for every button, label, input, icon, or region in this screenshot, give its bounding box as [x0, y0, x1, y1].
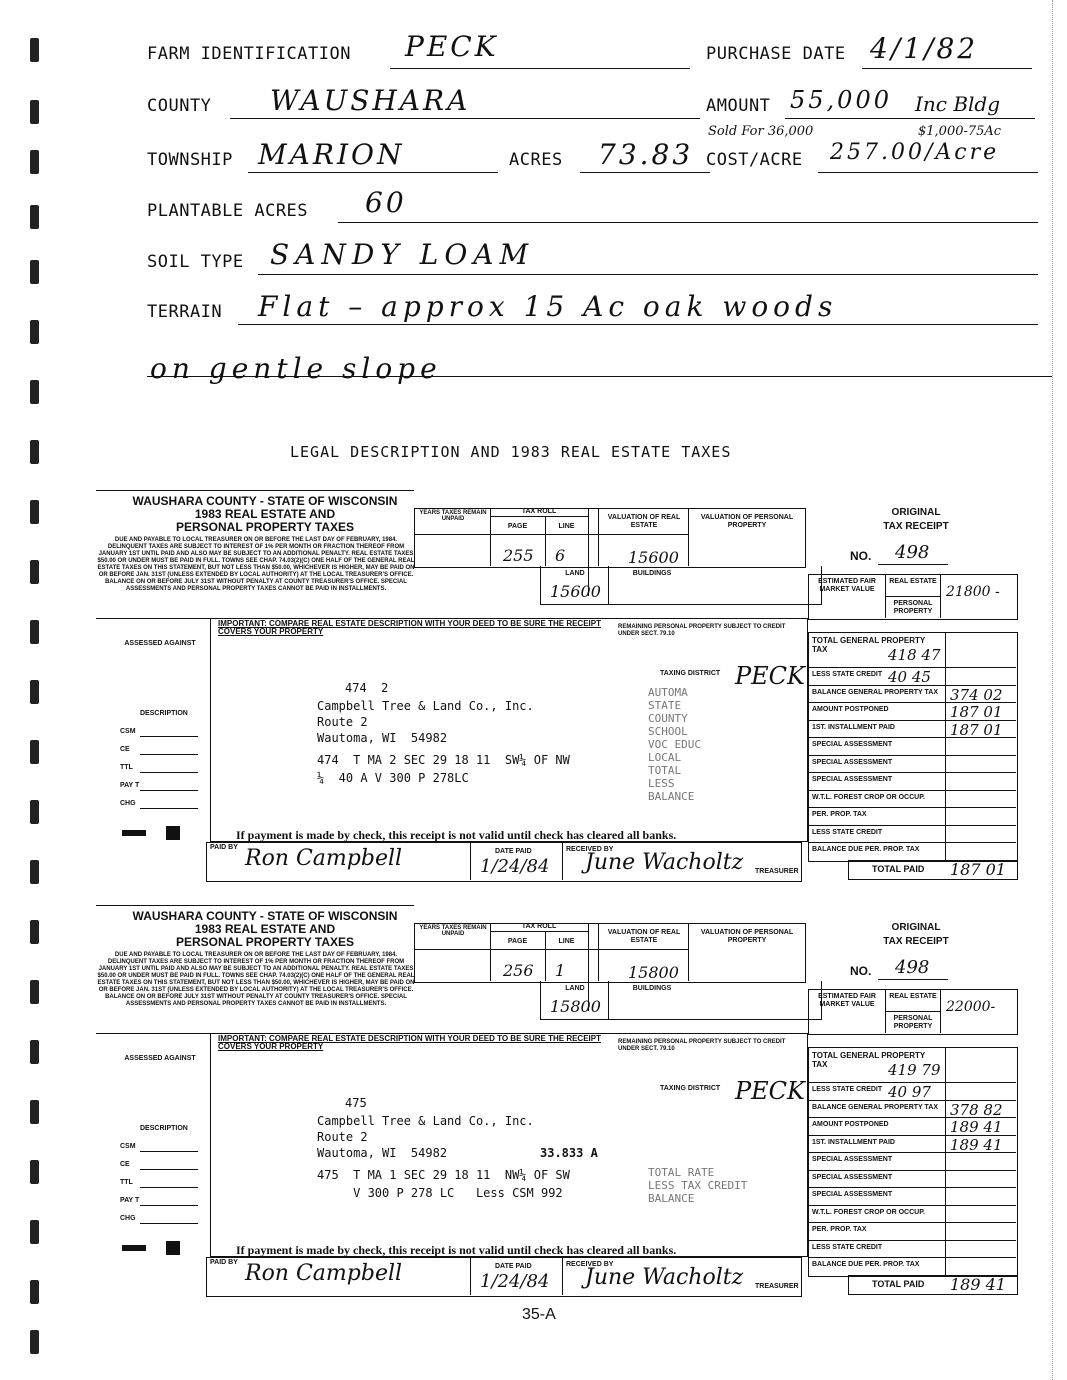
line-header: LINE	[558, 523, 575, 530]
date-paid-label: DATE PAID	[495, 848, 532, 855]
faint-tax-line: SCHOOL	[648, 725, 688, 738]
owner-line: Campbell Tree & Land Co., Inc.	[317, 1114, 534, 1128]
important-notice: IMPORTANT: COMPARE REAL ESTATE DESCRIPTION WITH YOUR DEED TO BE SURE THE RECEIPT COVERS YOUR PROPERTY	[218, 1034, 601, 1051]
tax-row-label: W.T.L. FOREST CROP OR OCCUP.	[812, 1208, 925, 1216]
receipt-no-value: 498	[895, 542, 930, 563]
tax-row-value: 187 01	[950, 703, 1003, 721]
printer-mark-icon	[166, 826, 180, 840]
page-number: 35-A	[522, 1306, 556, 1323]
check-notice: If payment is made by check, this receipt is not valid until check has cleared all banks.	[236, 828, 677, 842]
tax-row-label: SPECIAL ASSESSMENT	[812, 1156, 893, 1163]
est-fair-market-label: ESTIMATED FAIR MARKET VALUE	[818, 993, 876, 1008]
fair-market-value: 22000-	[946, 999, 996, 1015]
paid-by-label: PAID BY	[210, 844, 238, 851]
tax-row-label: LESS STATE CREDIT	[812, 671, 883, 678]
paid-by-label: PAID BY	[210, 1259, 238, 1266]
land-header: LAND	[565, 570, 585, 577]
faint-tax-line: AUTOMA	[648, 686, 688, 699]
acreage-note: 33.833 A	[540, 1146, 598, 1160]
acres-label: ACRES	[509, 150, 563, 170]
amount-note: Inc Bldg	[915, 92, 1001, 116]
description-label: DESCRIPTION	[140, 1125, 188, 1132]
faint-tax-line: TOTAL	[648, 764, 682, 777]
tax-row-label: SPECIAL ASSESSMENT	[812, 1191, 893, 1198]
tax-row-label: SPECIAL ASSESSMENT	[812, 776, 893, 783]
side-label: CSM	[120, 1143, 136, 1150]
tax-roll-line: 1	[555, 961, 566, 980]
tax-row-label: BALANCE DUE PER. PROP. TAX	[812, 1261, 920, 1268]
owner-line: V 300 P 278 LC Less CSM 992	[317, 1186, 563, 1200]
plantable-acres-value: 60	[365, 186, 407, 219]
tax-row-label: PER. PROP. TAX	[812, 811, 867, 818]
township-value: MARION	[258, 138, 405, 171]
district-handwriting: PECK	[735, 662, 805, 690]
faint-tax-line: LESS	[648, 777, 675, 790]
faint-tax-line: TOTAL RATE	[648, 1166, 715, 1179]
faint-tax-line: VOC EDUC	[648, 738, 701, 751]
township-label: TOWNSHIP	[147, 150, 233, 170]
amount-value: 55,000	[790, 86, 892, 114]
description-label: DESCRIPTION	[140, 710, 188, 717]
sold-note: Sold For 36,000	[708, 124, 814, 139]
fine-print: DUE AND PAYABLE TO LOCAL TREASURER ON OR BEFORE THE LAST DAY OF FEBRUARY, 1984. DELINQUENT TAXES ARE SUBJECT TO INTEREST OF 1% PER MONTH OR FRACTION THEREOF FROM JANUARY 1ST UNTIL PAID AND ALSO MAY BE SUBJECT TO AN ADDITIONAL PENALTY. REAL ESTATE TAXES $50.00 OR UNDER MUST BE PAID IN FULL. TOWNS SEE CHAP. 74.03(2)(C) ONE HALF OF THE GENERAL REAL ESTATE TAXES ON THIS STATEMENT, BUT NOT LESS THAN $50.00, WHICHEVER IS HIGHER, MAY BE PAID ON OR BEFORE JAN. 31ST (UNLESS EXTENDED BY LOCAL AUTHORITY) AT THE LOCAL TREASURER'S OFFICE. BALANCE ON OR BEFORE JULY 31ST WITHOUT PENALTY AT COUNTY TREASURER'S OFFICE. SPECIAL ASSESSMENTS AND PERSONAL PROPERTY TAXES CANNOT BE PAID IN INSTALLMENTS.	[97, 952, 415, 1007]
buildings-header: BUILDINGS	[632, 570, 672, 577]
county-header: WAUSHARA COUNTY - STATE OF WISCONSIN 1983 REAL ESTATE AND PERSONAL PROPERTY TAXES	[132, 494, 398, 534]
owner-line: ¼ 40 A V 300 P 278LC	[317, 771, 469, 785]
page-header: PAGE	[507, 938, 528, 945]
tax-receipt-label: TAX RECEIPT	[883, 521, 949, 532]
tax-row-label: LESS STATE CREDIT	[812, 828, 883, 836]
original-label: ORIGINAL	[891, 922, 941, 933]
tax-roll-line: 6	[555, 546, 566, 565]
tax-row-label: AMOUNT POSTPONED	[812, 1121, 889, 1128]
real-estate-label: REAL ESTATE	[889, 993, 937, 1000]
faint-tax-line: BALANCE	[648, 1192, 695, 1205]
tax-receipt-1	[0, 490, 1067, 890]
tax-row-value: 40 45	[888, 668, 931, 686]
tax-roll-header: TAX ROLL	[521, 508, 557, 515]
side-label: CE	[120, 746, 130, 753]
buildings-header: BUILDINGS	[632, 985, 672, 992]
owner-line: 474 2	[345, 681, 389, 695]
assessed-against-label: ASSESSED AGAINST	[124, 640, 196, 647]
farm-identification-value: PECK	[405, 30, 499, 63]
land-value: 15600	[550, 582, 601, 601]
fine-print: DUE AND PAYABLE TO LOCAL TREASURER ON OR BEFORE THE LAST DAY OF FEBRUARY, 1984. DELINQUENT TAXES ARE SUBJECT TO INTEREST OF 1% PER MONTH OR FRACTION THEREOF FROM JANUARY 1ST UNTIL PAID AND ALSO MAY BE SUBJECT TO AN ADDITIONAL PENALTY. REAL ESTATE TAXES $50.00 OR UNDER MUST BE PAID IN FULL. TOWNS SEE CHAP. 74.03(2)(C) ONE HALF OF THE GENERAL REAL ESTATE TAXES ON THIS STATEMENT, BUT NOT LESS THAN $50.00, WHICHEVER IS HIGHER, MAY BE PAID ON OR BEFORE JAN. 31ST (UNLESS EXTENDED BY LOCAL AUTHORITY) AT THE LOCAL TREASURER'S OFFICE. BALANCE ON OR BEFORE JULY 31ST WITHOUT PENALTY AT COUNTY TREASURER'S OFFICE. SPECIAL ASSESSMENTS AND PERSONAL PROPERTY TAXES CANNOT BE PAID IN INSTALLMENTS.	[97, 537, 415, 592]
rule	[96, 905, 414, 906]
faint-tax-line: LOCAL	[648, 751, 682, 764]
land-header: LAND	[565, 985, 585, 992]
tax-row-label: SPECIAL ASSESSMENT	[812, 741, 893, 748]
tax-row-value: 378 82	[950, 1100, 1003, 1119]
soil-type-value: SANDY LOAM	[270, 238, 535, 271]
total-paid-value: 189 41	[950, 1274, 1006, 1294]
taxing-district-label: TAXING DISTRICT	[660, 1085, 721, 1092]
tax-row-value: 418 47	[888, 646, 941, 664]
valuation-re: 15800	[628, 963, 679, 982]
total-paid-label: TOTAL PAID	[872, 1278, 925, 1289]
tax-row-value: 40 97	[888, 1083, 931, 1101]
valuation-pp-header: VALUATION OF PERSONAL PROPERTY	[700, 514, 794, 529]
rule	[96, 490, 414, 491]
total-paid-value: 187 01	[950, 859, 1006, 879]
side-label: TTL	[120, 764, 133, 771]
owner-line: 474 T MA 2 SEC 29 18 11 SW¼ OF NW	[317, 753, 570, 767]
date-paid-value: 1/24/84	[480, 856, 550, 877]
tax-row-label: BALANCE DUE PER. PROP. TAX	[812, 846, 920, 853]
farm-identification-label: FARM IDENTIFICATION	[147, 44, 351, 64]
personal-property-label: PERSONAL PROPERTY	[893, 600, 933, 615]
valuation-re-header: VALUATION OF REAL ESTATE	[607, 514, 681, 529]
line-header: LINE	[558, 938, 575, 945]
faint-tax-line: STATE	[648, 699, 682, 712]
body-box	[210, 1033, 808, 1257]
county-value: WAUSHARA	[270, 84, 471, 117]
tax-row-label: BALANCE GENERAL PROPERTY TAX	[812, 688, 939, 696]
tax-row-label: SPECIAL ASSESSMENT	[812, 1173, 893, 1181]
paid-by-signature: Ron Campbell	[245, 846, 403, 871]
receipt-no-value: 498	[895, 957, 930, 978]
tax-row-label: PER. PROP. TAX	[812, 1226, 867, 1233]
years-unpaid-header: YEARS TAXES REMAIN UNPAID	[419, 510, 487, 522]
terrain-value-line1: Flat – approx 15 Ac oak woods	[258, 290, 838, 323]
years-unpaid-header: YEARS TAXES REMAIN UNPAID	[419, 925, 487, 937]
owner-line: Campbell Tree & Land Co., Inc.	[317, 699, 534, 713]
side-label: PAY T	[120, 1197, 140, 1204]
sold-note-2: $1,000-75Ac	[918, 124, 1002, 139]
owner-line: Route 2	[317, 1130, 368, 1144]
assessed-against-label: ASSESSED AGAINST	[124, 1055, 196, 1062]
tax-row-label: TOTAL GENERAL PROPERTY TAX	[812, 636, 926, 654]
fair-market-value: 21800 -	[946, 584, 1000, 600]
tax-row-label: LESS STATE CREDIT	[812, 1086, 883, 1093]
purchase-date-label: PURCHASE DATE	[706, 44, 846, 64]
receipt-no-label: NO.	[850, 549, 872, 563]
side-label: TTL	[120, 1179, 133, 1186]
printer-logo-icon	[122, 830, 146, 836]
land-value: 15800	[550, 997, 601, 1016]
printer-mark-icon	[166, 1241, 180, 1255]
plantable-acres-label: PLANTABLE ACRES	[147, 201, 309, 221]
faint-tax-line: COUNTY	[648, 712, 688, 725]
owner-line: Route 2	[317, 715, 368, 729]
side-label: PAY T	[120, 782, 140, 789]
cost-per-acre-label: COST/ACRE	[706, 150, 803, 170]
check-notice: If payment is made by check, this receipt is not valid until check has cleared all banks.	[236, 1243, 677, 1257]
soil-type-label: SOIL TYPE	[147, 252, 244, 272]
tax-row-label: W.T.L. FOREST CROP OR OCCUP.	[812, 793, 925, 801]
valuation-re-header: VALUATION OF REAL ESTATE	[607, 929, 681, 944]
terrain-value-line2: on gentle slope	[150, 352, 442, 385]
tax-row-label: AMOUNT POSTPONED	[812, 706, 889, 713]
owner-line: Wautoma, WI 54982	[317, 1146, 448, 1160]
total-paid-label: TOTAL PAID	[872, 863, 925, 874]
important-notice: IMPORTANT: COMPARE REAL ESTATE DESCRIPTION WITH YOUR DEED TO BE SURE THE RECEIPT COVERS YOUR PROPERTY	[218, 619, 601, 636]
tax-row-value: 189 41	[950, 1135, 1003, 1154]
received-by-signature: June Wacholtz	[585, 1265, 744, 1290]
printer-logo-icon	[122, 1245, 146, 1251]
received-by-label: RECEIVED BY	[566, 1261, 614, 1268]
personal-property-label: PERSONAL PROPERTY	[893, 1015, 933, 1030]
page-header: PAGE	[507, 523, 528, 530]
side-label: CSM	[120, 728, 136, 735]
original-label: ORIGINAL	[891, 507, 941, 518]
cost-per-acre-value: 257.00/Acre	[830, 140, 1000, 165]
receipt-no-label: NO.	[850, 964, 872, 978]
real-estate-label: REAL ESTATE	[889, 578, 937, 585]
remaining-pp-label: REMAINING PERSONAL PROPERTY SUBJECT TO CREDIT UNDER SECT. 79.10	[618, 624, 786, 637]
treasurer-label: TREASURER	[755, 868, 799, 875]
tax-row-label: 1ST. INSTALLMENT PAID	[812, 1138, 895, 1146]
remaining-pp-label: REMAINING PERSONAL PROPERTY SUBJECT TO CREDIT UNDER SECT. 79.10	[618, 1039, 786, 1052]
amount-label: AMOUNT	[706, 96, 771, 116]
tax-roll-page: 256	[503, 961, 534, 980]
tax-row-label: BALANCE GENERAL PROPERTY TAX	[812, 1103, 939, 1111]
received-by-signature: June Wacholtz	[585, 850, 744, 875]
tax-row-value: 374 02	[950, 685, 1003, 704]
county-label: COUNTY	[147, 96, 212, 116]
tax-row-value: 187 01	[950, 720, 1003, 739]
est-fair-market-label: ESTIMATED FAIR MARKET VALUE	[818, 578, 876, 593]
received-by-label: RECEIVED BY	[566, 846, 614, 853]
owner-line: 475	[345, 1096, 367, 1110]
valuation-re: 15600	[628, 548, 679, 567]
side-label: CE	[120, 1161, 130, 1168]
owner-line: 475 T MA 1 SEC 29 18 11 NW¼ OF SW	[317, 1168, 570, 1182]
tax-receipt-label: TAX RECEIPT	[883, 936, 949, 947]
treasurer-label: TREASURER	[755, 1283, 799, 1290]
taxing-district-label: TAXING DISTRICT	[660, 670, 721, 677]
side-label: CHG	[120, 1215, 136, 1222]
tax-roll-header: TAX ROLL	[521, 923, 557, 930]
owner-line: Wautoma, WI 54982	[317, 731, 448, 745]
date-paid-label: DATE PAID	[495, 1263, 532, 1270]
side-label: CHG	[120, 800, 136, 807]
tax-roll-page: 255	[503, 546, 534, 565]
tax-row-label: TOTAL GENERAL PROPERTY TAX	[812, 1051, 926, 1069]
tax-row-value: 189 41	[950, 1118, 1003, 1136]
county-header: WAUSHARA COUNTY - STATE OF WISCONSIN 1983 REAL ESTATE AND PERSONAL PROPERTY TAXES	[132, 909, 398, 949]
purchase-date-value: 4/1/82	[870, 32, 979, 65]
section-title: LEGAL DESCRIPTION AND 1983 REAL ESTATE TAXES	[290, 443, 732, 461]
faint-tax-line: BALANCE	[648, 790, 695, 803]
faint-tax-line: LESS TAX CREDIT	[648, 1179, 748, 1192]
terrain-label: TERRAIN	[147, 302, 223, 322]
tax-row-label: LESS STATE CREDIT	[812, 1243, 883, 1251]
paid-by-signature: Ron Campbell	[245, 1261, 403, 1286]
tax-row-label: 1ST. INSTALLMENT PAID	[812, 723, 895, 731]
tax-receipt-2	[0, 905, 1067, 1305]
tax-row-value: 419 79	[888, 1061, 941, 1079]
valuation-pp-header: VALUATION OF PERSONAL PROPERTY	[700, 929, 794, 944]
acres-value: 73.83	[598, 138, 694, 171]
district-handwriting: PECK	[735, 1077, 805, 1105]
date-paid-value: 1/24/84	[480, 1271, 550, 1292]
tax-row-label: SPECIAL ASSESSMENT	[812, 758, 893, 766]
body-box	[210, 618, 808, 842]
